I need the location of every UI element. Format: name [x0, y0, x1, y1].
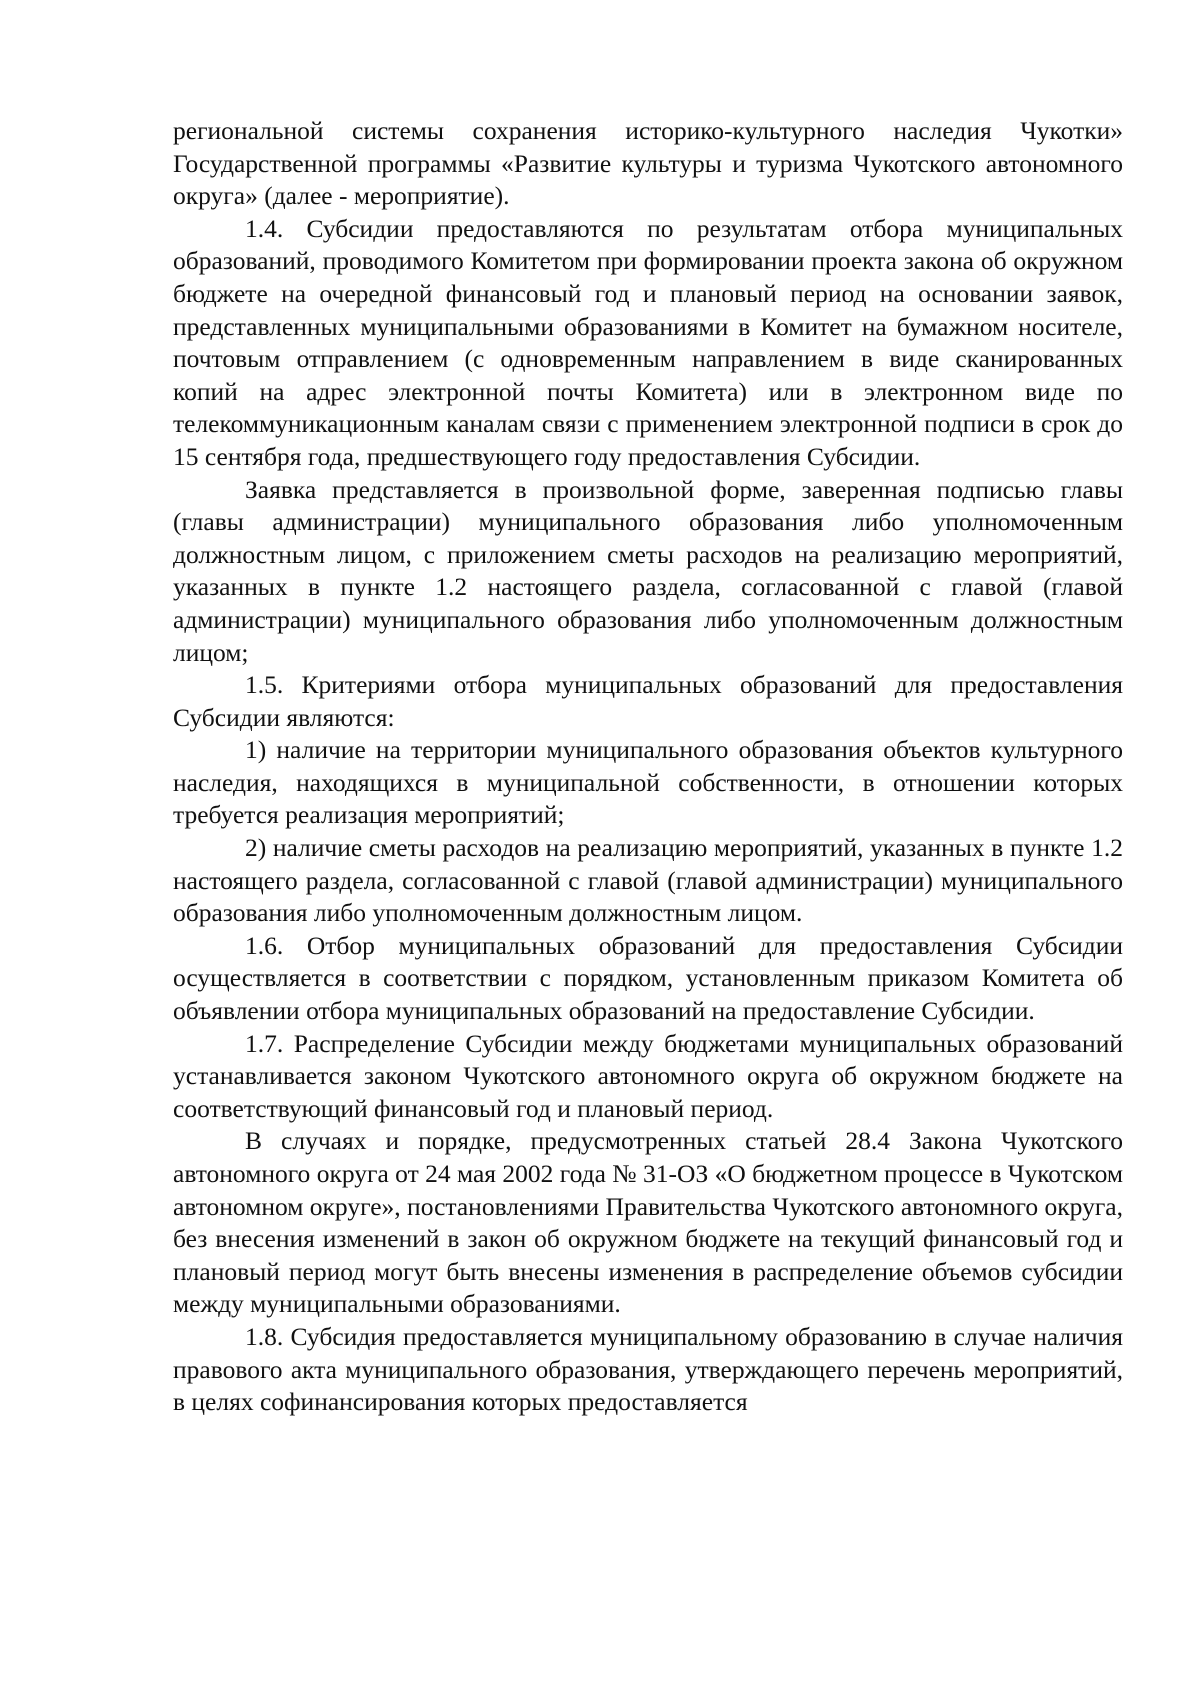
- document-body: [173, 115, 1123, 1419]
- paragraph-1-7: 1.7. Распределение Субсидии между бюджетами муниципальных образований устанавливается законом Чукотского автономного округа об окружном бюджете на соответствующий финансовый год и плановый период.: [173, 1028, 1123, 1123]
- paragraph-1-6: 1.6. Отбор муниципальных образований для предоставления Субсидии осуществляется в соответствии с порядком, установленным приказом Комитета об объявлении отбора муниципальных образований на предоставление Субсидии.: [173, 930, 1123, 1026]
- paragraph-continuation: региональной системы сохранения историко-культурного наследия Чукотки» Государственной программы «Развитие культуры и туризма Чукотского автономного округа» (далее - мероприятие).: [173, 116, 1123, 211]
- paragraph-application: Заявка представляется в произвольной форме, заверенная подписью главы (главы администрации) муниципального образования либо уполномоченным должностным лицом, с приложением сметы расходов на реализацию мероприятий, указанных в пункте 1.2 настоящего раздела, согласованной с главой (главой администрации) муниципального образования либо уполномоченным должностным лицом;: [173, 474, 1123, 667]
- paragraph-1-5: 1.5. Критериями отбора муниципальных образований для предоставления Субсидии являются:: [173, 670, 1123, 732]
- paragraph-criterion-2: 2) наличие сметы расходов на реализацию мероприятий, указанных в пункте 1.2 настоящего раздела, согласованной с главой (главой администрации) муниципального образования либо уполномоченным должностным лицом.: [173, 833, 1123, 928]
- paragraph-budget-changes: В случаях и порядке, предусмотренных статьей 28.4 Закона Чукотского автономного округа от 24 мая 2002 года № 31-ОЗ «О бюджетном процессе в Чукотском автономном округе», постановлениями Правительства Чукотского автономного округа, без внесения изменений в закон об окружном бюджете на текущий финансовый год и плановый период могут быть внесены изменения в распределение объемов субсидии между муниципальными образованиями.: [173, 1126, 1123, 1319]
- paragraph-1-4: 1.4. Субсидии предоставляются по результатам отбора муниципальных образований, проводимого Комитетом при формировании проекта закона об окружном бюджете на очередной финансовый год и плановый период на основании заявок, представленных муниципальными образованиями в Комитет на бумажном носителе, почтовым отправлением (с одновременным направлением в виде сканированных копий на адрес электронной почты Комитета) или в электронном виде по телекоммуникационным каналам связи с применением электронной подписи в срок до 15 сентября года, предшествующего году предоставления Субсидии.: [173, 213, 1123, 471]
- paragraph-criterion-1: 1) наличие на территории муниципального образования объектов культурного наследия, находящихся в муниципальной собственности, в отношении которых требуется реализация мероприятий;: [173, 735, 1123, 830]
- paragraph-1-8: 1.8. Субсидия предоставляется муниципальному образованию в случае наличия правового акта муниципального образования, утверждающего перечень мероприятий, в целях софинансирования которых предоставляется: [173, 1321, 1123, 1417]
